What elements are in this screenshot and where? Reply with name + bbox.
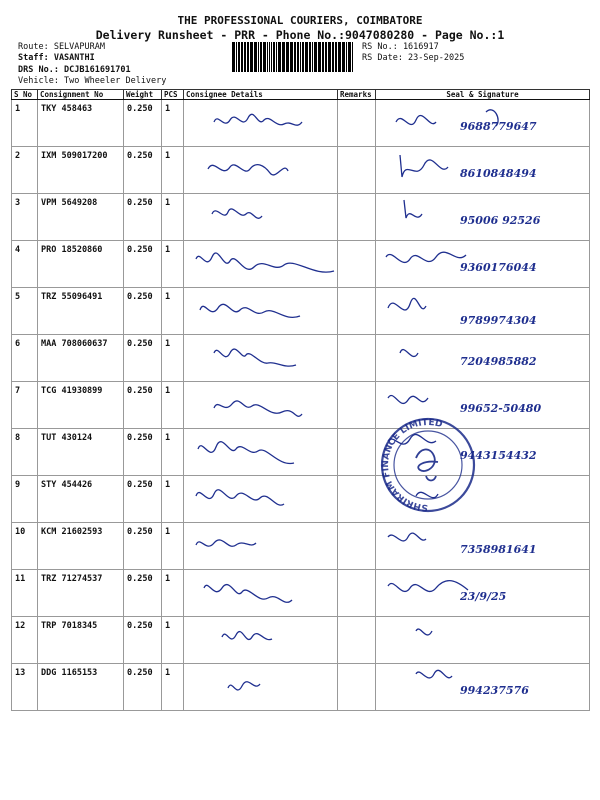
barcode-bar — [282, 42, 285, 72]
handwriting-stroke — [196, 253, 334, 272]
weight-cell: 0.250 — [124, 476, 162, 523]
barcode-bar — [318, 42, 321, 72]
consignment-number-cell: IXM 509017200 — [38, 147, 124, 194]
barcode-bar — [278, 42, 281, 72]
rs-number: RS No.: 1616917 — [362, 42, 439, 52]
barcode-bar — [325, 42, 327, 72]
signature-handwriting — [376, 100, 590, 142]
pcs-cell: 1 — [162, 476, 184, 523]
consignment-number-cell: MAA 708060637 — [38, 335, 124, 382]
barcode-bar — [297, 42, 299, 72]
barcode-bar — [300, 42, 301, 72]
barcode-bar — [250, 42, 253, 72]
handwriting-stroke — [214, 401, 302, 416]
table-row — [12, 382, 590, 429]
signature-stroke — [400, 350, 418, 357]
signature-stroke — [388, 581, 468, 592]
table-row — [12, 570, 590, 617]
pcs-cell: 1 — [162, 664, 184, 711]
barcode-bar — [247, 42, 249, 72]
consignee-handwriting — [184, 241, 338, 283]
handwriting-stroke — [198, 442, 294, 464]
pcs-cell: 1 — [162, 335, 184, 382]
weight-cell: 0.250 — [124, 241, 162, 288]
consignee-handwriting — [184, 147, 338, 189]
weight-cell: 0.250 — [124, 429, 162, 476]
pcs-cell: 1 — [162, 147, 184, 194]
company-seal-stamp — [368, 410, 488, 520]
weight-cell: 0.250 — [124, 194, 162, 241]
table-row — [12, 241, 590, 288]
seal-signature-cell — [376, 617, 590, 664]
weight-cell: 0.250 — [124, 382, 162, 429]
serial-number-cell: 1 — [12, 100, 38, 147]
signature-stroke — [404, 200, 422, 218]
serial-number-cell: 11 — [12, 570, 38, 617]
barcode-bar — [294, 42, 296, 72]
handwriting-stroke — [212, 209, 262, 218]
consignee-handwriting — [184, 194, 338, 236]
consignee-details-cell — [184, 664, 338, 711]
barcode-bar — [286, 42, 289, 72]
serial-number-cell: 12 — [12, 617, 38, 664]
consignee-details-cell — [184, 429, 338, 476]
signature-phone-text: 994237576 — [460, 684, 529, 697]
remarks-cell — [338, 147, 376, 194]
barcode-bar — [269, 42, 270, 72]
consignment-number-cell: TRZ 55096491 — [38, 288, 124, 335]
serial-number-cell: 5 — [12, 288, 38, 335]
barcode-bar — [348, 42, 351, 72]
barcode-bar — [328, 42, 331, 72]
runsheet-table — [11, 89, 590, 711]
seal-signature-cell — [376, 100, 590, 147]
pcs-cell: 1 — [162, 288, 184, 335]
weight-cell: 0.250 — [124, 147, 162, 194]
col-header-remarks: Remarks — [338, 90, 376, 100]
col-header-consignee: Consignee Details — [184, 90, 338, 100]
consignee-handwriting — [184, 664, 338, 706]
handwriting-stroke — [214, 114, 302, 125]
consignment-number-cell: TCG 41930899 — [38, 382, 124, 429]
signature-handwriting — [376, 570, 590, 612]
remarks-cell — [338, 100, 376, 147]
remarks-cell — [338, 523, 376, 570]
company-title: THE PROFESSIONAL COURIERS, COIMBATORE — [177, 14, 423, 27]
serial-number-cell: 9 — [12, 476, 38, 523]
route-label: Route: SELVAPURAM — [18, 42, 105, 52]
barcode-bar — [309, 42, 311, 72]
barcode-bar — [346, 42, 347, 72]
table-header-row — [12, 90, 590, 100]
signature-phone-text: 9789974304 — [460, 314, 537, 327]
consignee-handwriting — [184, 617, 338, 659]
barcode-bar — [290, 42, 293, 72]
signature-stroke — [388, 395, 428, 403]
weight-cell: 0.250 — [124, 100, 162, 147]
barcode-bar — [335, 42, 337, 72]
signature-handwriting — [376, 523, 590, 565]
barcode-bar — [314, 42, 317, 72]
signature-handwriting — [376, 147, 590, 189]
serial-number-cell: 2 — [12, 147, 38, 194]
consignment-number-cell: TRP 7018345 — [38, 617, 124, 664]
handwriting-stroke — [196, 540, 256, 546]
consignee-details-cell — [184, 335, 338, 382]
consignee-details-cell — [184, 288, 338, 335]
consignment-number-cell: DDG 1165153 — [38, 664, 124, 711]
serial-number-cell: 8 — [12, 429, 38, 476]
signature-stroke — [386, 252, 466, 262]
barcode-bar — [232, 42, 235, 72]
barcode-bar — [260, 42, 262, 72]
consignment-number-cell: VPM 5649208 — [38, 194, 124, 241]
table-row — [12, 476, 590, 523]
consignee-details-cell — [184, 194, 338, 241]
remarks-cell — [338, 664, 376, 711]
barcode-image — [232, 42, 356, 72]
col-header-signature: Seal & Signature — [376, 90, 590, 100]
table-row — [12, 100, 590, 147]
seal-signature-cell — [376, 241, 590, 288]
signature-phone-text: 9688779647 — [460, 120, 537, 133]
table-row — [12, 523, 590, 570]
signature-phone-text: 9443154432 — [460, 449, 537, 462]
drs-number: DRS No.: DCJB161691701 — [18, 65, 131, 75]
consignee-details-cell — [184, 476, 338, 523]
remarks-cell — [338, 241, 376, 288]
serial-number-cell: 6 — [12, 335, 38, 382]
table-row — [12, 147, 590, 194]
pcs-cell: 1 — [162, 241, 184, 288]
col-header-weight: Weight — [124, 90, 162, 100]
signature-handwriting — [376, 288, 590, 330]
col-header-sno: S No — [12, 90, 38, 100]
stamp-lettering: SHRIRAM FINANCE LIMITED — [380, 417, 444, 513]
signature-stroke — [416, 629, 432, 635]
signature-handwriting — [376, 617, 590, 659]
consignee-details-cell — [184, 570, 338, 617]
pcs-cell: 1 — [162, 429, 184, 476]
signature-phone-text: 23/9/25 — [460, 590, 507, 603]
barcode-bar — [236, 42, 237, 72]
consignment-number-cell: TRZ 71274537 — [38, 570, 124, 617]
signature-handwriting — [376, 241, 590, 283]
handwriting-stroke — [200, 304, 300, 317]
signature-phone-text: 8610848494 — [460, 167, 537, 180]
barcode-bar — [238, 42, 240, 72]
seal-signature-cell — [376, 664, 590, 711]
barcode-bar — [273, 42, 275, 72]
runsheet-subtitle: Delivery Runsheet - PRR - Phone No.:9047080280 - Page No.:1 — [95, 28, 505, 42]
pcs-cell: 1 — [162, 617, 184, 664]
remarks-cell — [338, 335, 376, 382]
consignee-handwriting — [184, 570, 338, 612]
signature-phone-text: 95006 92526 — [460, 214, 541, 227]
signature-phone-text: 99652-50480 — [460, 402, 542, 415]
table-row — [12, 335, 590, 382]
pcs-cell: 1 — [162, 570, 184, 617]
barcode-bar — [322, 42, 324, 72]
consignee-handwriting — [184, 523, 338, 565]
seal-signature-cell — [376, 288, 590, 335]
handwriting-stroke — [222, 632, 272, 640]
handwriting-stroke — [228, 682, 260, 690]
consignee-details-cell — [184, 147, 338, 194]
seal-signature-cell — [376, 523, 590, 570]
signature-stroke — [400, 155, 448, 177]
consignee-handwriting — [184, 100, 338, 142]
serial-number-cell: 7 — [12, 382, 38, 429]
barcode-bar — [342, 42, 345, 72]
seal-signature-cell — [376, 335, 590, 382]
consignee-details-cell — [184, 382, 338, 429]
table-row — [12, 617, 590, 664]
weight-cell: 0.250 — [124, 335, 162, 382]
consignment-number-cell: TKY 458463 — [38, 100, 124, 147]
barcode-bar — [258, 42, 259, 72]
barcode-bar — [305, 42, 308, 72]
col-header-pcs: PCS — [162, 90, 184, 100]
table-row — [12, 429, 590, 476]
barcode-bar — [244, 42, 246, 72]
serial-number-cell: 10 — [12, 523, 38, 570]
remarks-cell — [338, 288, 376, 335]
signature-phone-text: 7204985882 — [460, 355, 537, 368]
rs-date: RS Date: 23-Sep-2025 — [362, 53, 465, 63]
remarks-cell — [338, 570, 376, 617]
serial-number-cell: 13 — [12, 664, 38, 711]
signature-stroke — [416, 670, 452, 678]
consignee-handwriting — [184, 476, 338, 518]
consignee-details-cell — [184, 100, 338, 147]
consignee-details-cell — [184, 523, 338, 570]
barcode-bar — [302, 42, 304, 72]
staff-label: Staff: VASANTHI — [18, 53, 95, 63]
signature-phone-text: 7358981641 — [460, 543, 537, 556]
handwriting-stroke — [214, 349, 296, 366]
consignment-number-cell: STY 454426 — [38, 476, 124, 523]
col-header-consignment: Consignment No — [38, 90, 124, 100]
consignee-handwriting — [184, 335, 338, 377]
consignee-handwriting — [184, 429, 338, 471]
pcs-cell: 1 — [162, 194, 184, 241]
weight-cell: 0.250 — [124, 288, 162, 335]
barcode-bar — [241, 42, 243, 72]
barcode-bar — [254, 42, 257, 72]
weight-cell: 0.250 — [124, 664, 162, 711]
weight-cell: 0.250 — [124, 617, 162, 664]
signature-stroke — [388, 533, 426, 541]
consignment-number-cell: KCM 21602593 — [38, 523, 124, 570]
consignee-details-cell — [184, 617, 338, 664]
barcode-bar — [263, 42, 266, 72]
pcs-cell: 1 — [162, 100, 184, 147]
remarks-cell — [338, 194, 376, 241]
barcode-bar — [267, 42, 268, 72]
seal-signature-cell — [376, 194, 590, 241]
consignee-handwriting — [184, 382, 338, 424]
remarks-cell — [338, 617, 376, 664]
barcode-bar — [352, 42, 353, 72]
weight-cell: 0.250 — [124, 523, 162, 570]
handwriting-stroke — [196, 490, 284, 505]
seal-signature-cell — [376, 570, 590, 617]
consignment-number-cell: TUT 430124 — [38, 429, 124, 476]
pcs-cell: 1 — [162, 523, 184, 570]
serial-number-cell: 4 — [12, 241, 38, 288]
table-row — [12, 194, 590, 241]
consignment-number-cell: PRO 18520860 — [38, 241, 124, 288]
consignee-handwriting — [184, 288, 338, 330]
barcode-bar — [332, 42, 334, 72]
table-row — [12, 664, 590, 711]
handwriting-stroke — [204, 585, 292, 603]
barcode-bar — [276, 42, 277, 72]
handwriting-stroke — [208, 165, 288, 175]
consignee-details-cell — [184, 241, 338, 288]
vehicle-label: Vehicle: Two Wheeler Delivery — [18, 76, 167, 86]
pcs-cell: 1 — [162, 382, 184, 429]
table-row — [12, 288, 590, 335]
barcode-bar — [312, 42, 313, 72]
barcode-bar — [338, 42, 341, 72]
signature-handwriting — [376, 194, 590, 236]
weight-cell: 0.250 — [124, 570, 162, 617]
signature-handwriting — [376, 335, 590, 377]
signature-stroke — [388, 298, 426, 310]
serial-number-cell: 3 — [12, 194, 38, 241]
signature-phone-text: 9360176044 — [460, 261, 537, 274]
barcode-bar — [271, 42, 272, 72]
seal-signature-cell — [376, 147, 590, 194]
signature-handwriting — [376, 664, 590, 706]
